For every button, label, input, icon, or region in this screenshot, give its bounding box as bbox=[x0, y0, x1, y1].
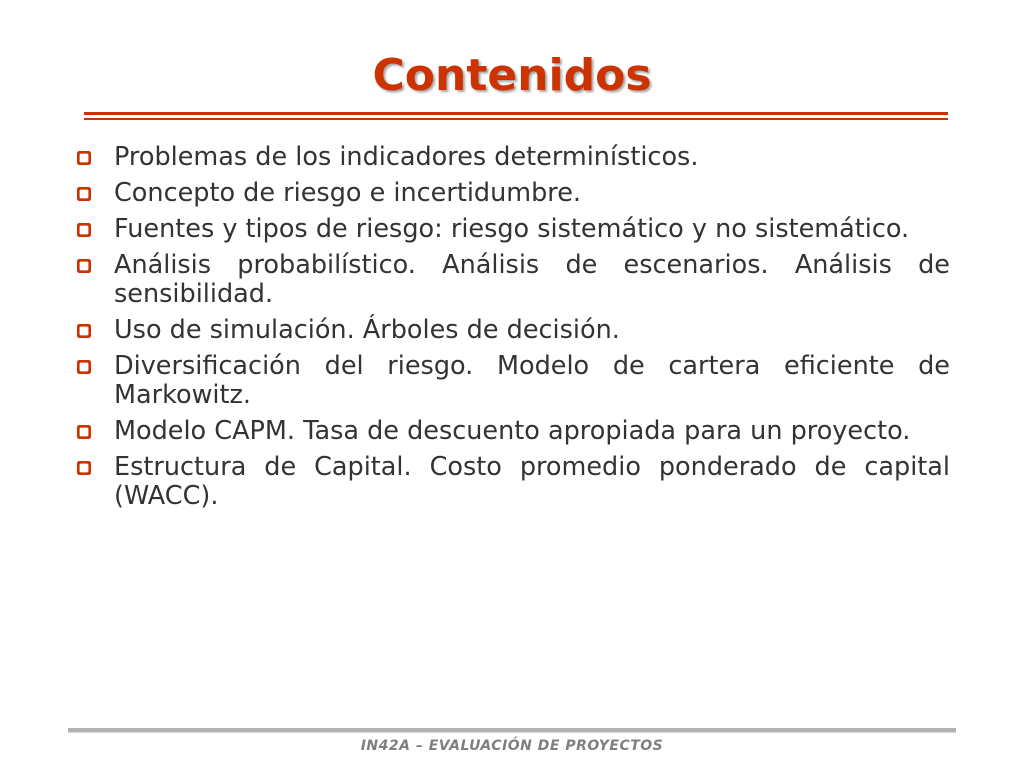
bullet-text: Diversificación del riesgo. Modelo de cartera eficiente de Markowitz. bbox=[114, 351, 950, 410]
hollow-square-bullet-icon bbox=[77, 151, 91, 165]
list-item bbox=[70, 179, 950, 208]
list-item bbox=[70, 215, 950, 244]
list-item bbox=[70, 453, 950, 511]
hollow-square-bullet-icon bbox=[77, 223, 91, 237]
bullet-text: Análisis probabilístico. Análisis de escenarios. Análisis de sensibilidad. bbox=[114, 250, 950, 309]
hollow-square-bullet-icon bbox=[77, 259, 91, 273]
bullet-text: Estructura de Capital. Costo promedio ponderado de capital (WACC). bbox=[114, 452, 950, 511]
title-underline-thick bbox=[84, 112, 948, 115]
list-item bbox=[70, 143, 950, 172]
list-item bbox=[70, 251, 950, 309]
list-item bbox=[70, 316, 950, 345]
hollow-square-bullet-icon bbox=[77, 324, 91, 338]
hollow-square-bullet-icon bbox=[77, 425, 91, 439]
footer-divider bbox=[68, 728, 956, 733]
list-item bbox=[70, 417, 950, 446]
bullet-text: Fuentes y tipos de riesgo: riesgo sistemático y no sistemático. bbox=[114, 214, 910, 244]
title-underline-thin bbox=[84, 118, 948, 120]
bullet-text: Modelo CAPM. Tasa de descuento apropiada para un proyecto. bbox=[114, 416, 911, 446]
bullet-text: Concepto de riesgo e incertidumbre. bbox=[114, 178, 581, 208]
hollow-square-bullet-icon bbox=[77, 360, 91, 374]
hollow-square-bullet-icon bbox=[77, 187, 91, 201]
bullet-text: Uso de simulación. Árboles de decisión. bbox=[114, 315, 620, 345]
bullet-list bbox=[70, 143, 950, 518]
hollow-square-bullet-icon bbox=[77, 461, 91, 475]
list-item bbox=[70, 352, 950, 410]
title-underline bbox=[84, 112, 948, 122]
footer-text: IN42A – EVALUACIÓN DE PROYECTOS bbox=[360, 738, 664, 754]
bullet-text: Problemas de los indicadores determinísticos. bbox=[114, 142, 699, 172]
slide-title: Contenidos bbox=[372, 50, 652, 101]
